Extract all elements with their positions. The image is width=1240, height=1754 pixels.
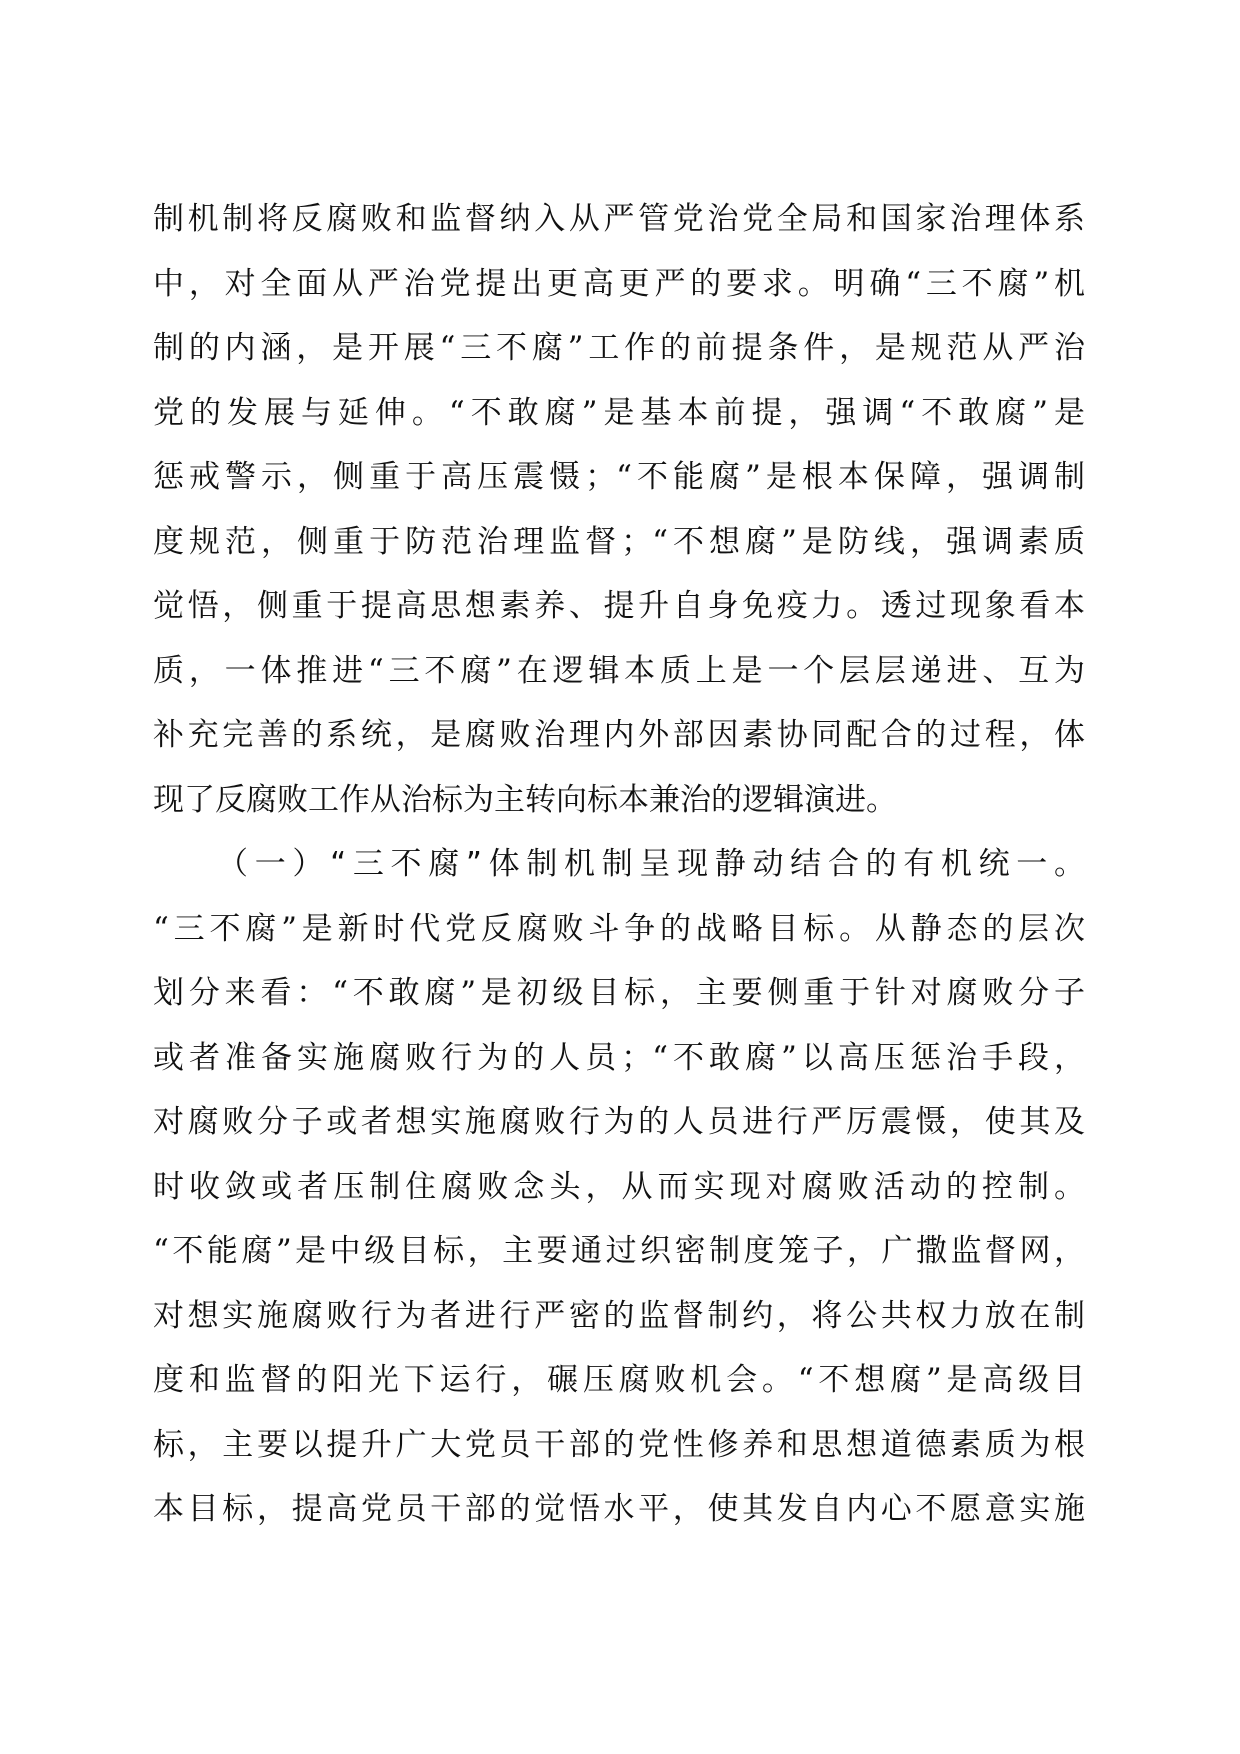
text-line: 或者准备实施腐败行为的人员；“不敢腐”以高压惩治手段，	[153, 1039, 1085, 1076]
text-line: 觉悟，侧重于提高思想素养、提升自身免疫力。透过现象看本	[153, 588, 1085, 624]
text-line: 制机制将反腐败和监督纳入从严管党治党全局和国家治理体系	[153, 201, 1085, 237]
text-line: 对想实施腐败行为者进行严密的监督制约，将公共权力放在制	[153, 1297, 1085, 1334]
text-line: 中，对全面从严治党提出更高更严的要求。明确“三不腐”机	[153, 265, 1085, 302]
body-text	[153, 187, 1085, 1542]
text-line: 惩戒警示，侧重于高压震慑；“不能腐”是根本保障，强调制	[153, 459, 1085, 495]
text-line: 本目标，提高党员干部的觉悟水平，使其发自内心不愿意实施	[153, 1491, 1085, 1527]
text-line: “三不腐”是新时代党反腐败斗争的战略目标。从静态的层次	[153, 910, 1085, 947]
text-line: 标，主要以提升广大党员干部的党性修养和思想道德素质为根	[153, 1426, 1085, 1463]
text-line: 度规范，侧重于防范治理监督；“不想腐”是防线，强调素质	[153, 523, 1085, 560]
text-line: 党的发展与延伸。“不敢腐”是基本前提，强调“不敢腐”是	[153, 394, 1085, 431]
text-line: 质，一体推进“三不腐”在逻辑本质上是一个层层递进、互为	[153, 652, 1085, 689]
text-line: 度和监督的阳光下运行，碾压腐败机会。“不想腐”是高级目	[153, 1362, 1085, 1398]
text-line: 对腐败分子或者想实施腐败行为的人员进行严厉震慑，使其及	[153, 1104, 1085, 1140]
text-line: 补充完善的系统，是腐败治理内外部因素协同配合的过程，体	[153, 717, 1085, 753]
text-line: 制的内涵，是开展“三不腐”工作的前提条件，是规范从严治	[153, 330, 1085, 366]
text-line: “不能腐”是中级目标，主要通过织密制度笼子，广撒监督网，	[153, 1233, 1085, 1269]
text-line: 划分来看：“不敢腐”是初级目标，主要侧重于针对腐败分子	[153, 975, 1085, 1011]
section-heading: （一）“三不腐”体制机制呈现静动结合的有机统一。	[217, 846, 1085, 882]
text-line: 现了反腐败工作从治标为主转向标本兼治的逻辑演进。	[153, 781, 897, 818]
text-line: 时收敛或者压制住腐败念头，从而实现对腐败活动的控制。	[153, 1168, 1085, 1205]
